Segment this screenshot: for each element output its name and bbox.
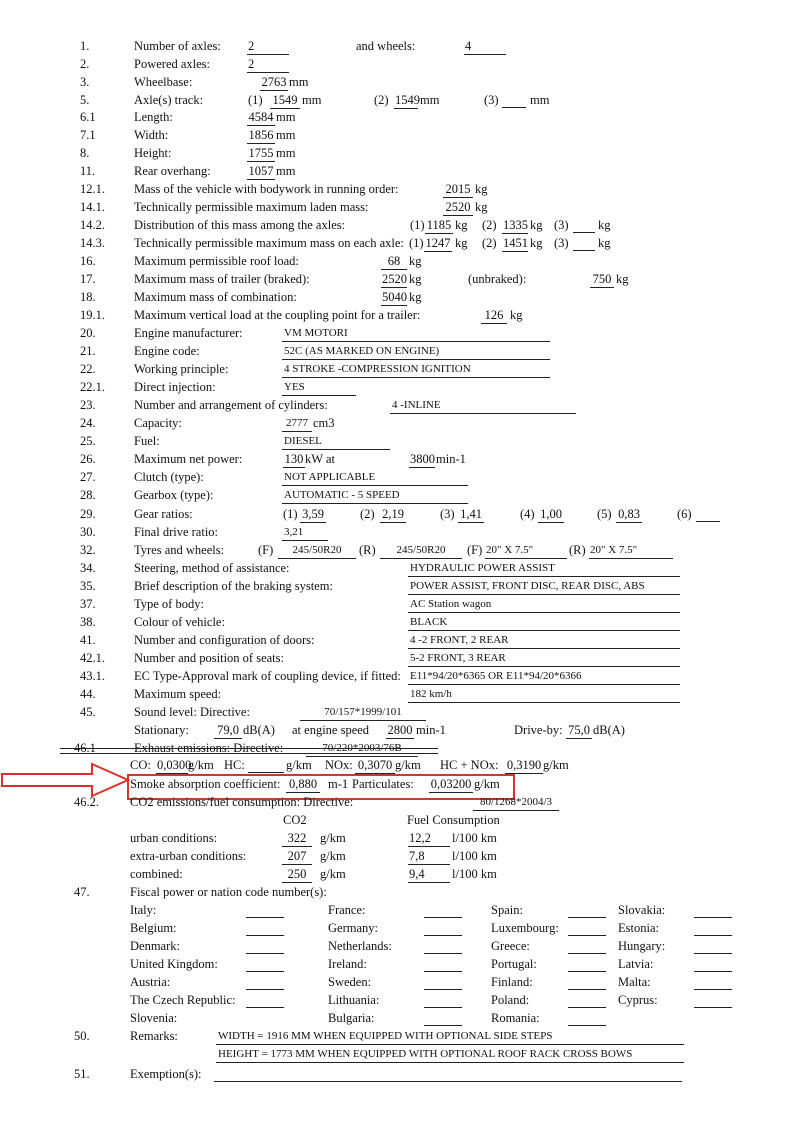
final-drive-value: 3,21: [282, 525, 328, 541]
country-label: Denmark:: [130, 939, 180, 953]
prefix: (3): [554, 236, 569, 250]
width-label: Width:: [134, 128, 169, 142]
co-label: CO:: [130, 758, 151, 772]
unit: kg: [616, 272, 629, 286]
colour-label: Colour of vehicle:: [134, 615, 225, 629]
blank-field: [246, 994, 284, 1008]
direct-injection-value: YES: [282, 380, 356, 396]
unit: mm: [420, 93, 440, 107]
seats-label: Number and position of seats:: [134, 651, 284, 665]
prefix: (5): [597, 507, 612, 521]
net-power-value: 130: [284, 452, 304, 466]
unit: mm: [289, 75, 309, 89]
country-label: Slovakia:: [618, 903, 666, 917]
item-number: 47.: [74, 885, 90, 899]
mass-distribution-label: Distribution of this mass among the axles:: [134, 218, 346, 232]
unit: dB(A): [243, 723, 275, 737]
net-power-rpm: 3800: [410, 452, 435, 466]
item-number: 41.: [80, 633, 96, 647]
length-label: Length:: [134, 110, 173, 124]
stationary-value: 79,0: [214, 723, 242, 739]
length-value: 4584: [248, 110, 274, 124]
particulates-value: 0,03200: [430, 777, 472, 791]
co-value: 0,0300: [157, 758, 192, 772]
nox-label: NOx:: [325, 758, 353, 772]
unit: mm: [276, 128, 296, 142]
prefix: (3): [484, 93, 499, 107]
exemptions-label: Exemption(s):: [130, 1067, 202, 1081]
fuel-label: Fuel:: [134, 434, 160, 448]
blank-field: [246, 976, 284, 990]
wheelbase-label: Wheelbase:: [134, 75, 193, 89]
unit: g/km: [543, 758, 569, 772]
item-number: 35.: [80, 579, 96, 593]
gear-2-ratio: 2,19: [380, 507, 406, 523]
country-label: Portugal:: [491, 957, 537, 971]
capacity-value: 2777: [282, 416, 312, 432]
item-number: 2.: [80, 57, 90, 71]
engine-manufacturer-value: VM MOTORI: [282, 326, 550, 342]
exhaust-emissions-label: Exhaust emissions: Directive:: [134, 741, 284, 755]
gear-3-ratio: 1,41: [458, 507, 484, 523]
unit: kg: [598, 218, 611, 232]
item-number: 44.: [80, 687, 96, 701]
item-number: 38.: [80, 615, 96, 629]
unit: mm: [302, 93, 322, 107]
item-number: 23.: [80, 398, 96, 412]
coupling-load-value: 126: [481, 308, 507, 324]
exhaust-directive-value: 70/220*2003/76B: [306, 741, 418, 757]
prefix: (F): [258, 543, 274, 557]
item-number: 14.3.: [80, 236, 105, 250]
unit: g/km: [286, 758, 312, 772]
blank-field: [424, 958, 462, 972]
steering-label: Steering, method of assistance:: [134, 561, 290, 575]
unit: cm3: [313, 416, 335, 430]
trailer-unbraked-label: (unbraked):: [468, 272, 527, 286]
wheelbase-value: 2763: [261, 75, 287, 89]
blank-field: [568, 940, 606, 954]
item-number: 11.: [80, 164, 96, 178]
stationary-label: Stationary:: [134, 723, 189, 737]
prefix: (3): [440, 507, 455, 521]
smoke-absorption-label: Smoke absorption coefficient:: [130, 777, 281, 791]
strikethrough-line: [60, 753, 438, 754]
clutch-value: NOT APPLICABLE: [282, 470, 468, 486]
item-number: 20.: [80, 326, 96, 340]
unit: kg: [530, 236, 543, 250]
unit: dB(A): [593, 723, 625, 737]
country-label: Estonia:: [618, 921, 659, 935]
country-label: Hungary:: [618, 939, 666, 953]
item-number: 3.: [80, 75, 90, 89]
blank-field: [424, 1012, 462, 1026]
remarks-line-2: HEIGHT = 1773 MM WHEN EQUIPPED WITH OPTIONAL ROOF RACK CROSS BOWS: [216, 1047, 684, 1063]
unit: kg: [530, 218, 543, 232]
item-number: 16.: [80, 254, 96, 268]
unit: g/km: [320, 831, 346, 845]
drive-by-label: Drive-by:: [514, 723, 563, 737]
trailer-braked-value: 2520: [382, 272, 407, 286]
item-number: 45.: [80, 705, 96, 719]
powered-axles-label: Powered axles:: [134, 57, 211, 71]
item-number: 32.: [80, 543, 96, 557]
gearbox-value: AUTOMATIC - 5 SPEED: [282, 488, 468, 504]
blank-field: [502, 94, 526, 108]
working-principle-value: 4 STROKE -COMPRESSION IGNITION: [282, 362, 550, 378]
item-number: 8.: [80, 146, 90, 160]
unit: l/100 km: [452, 849, 497, 863]
front-tyre-value: 245/50R20: [278, 543, 356, 559]
nox-value: 0,3070: [355, 758, 395, 774]
doors-label: Number and configuration of doors:: [134, 633, 315, 647]
unit: kg: [409, 290, 422, 304]
net-power-label: Maximum net power:: [134, 452, 243, 466]
blank-field: [694, 994, 732, 1008]
country-label: Cyprus:: [618, 993, 658, 1007]
powered-axles-value: 2: [247, 57, 289, 73]
item-number: 30.: [80, 525, 96, 539]
braking-label: Brief description of the braking system:: [134, 579, 333, 593]
item-number: 18.: [80, 290, 96, 304]
prefix: (1): [248, 93, 263, 107]
country-label: Austria:: [130, 975, 171, 989]
country-label: Latvia:: [618, 957, 654, 971]
mass-running-order-label: Mass of the vehicle with bodywork in running order:: [134, 182, 399, 196]
blank-field: [573, 219, 595, 233]
country-label: Bulgaria:: [328, 1011, 375, 1025]
prefix: (2): [374, 93, 389, 107]
item-number: 34.: [80, 561, 96, 575]
blank-field: [568, 958, 606, 972]
prefix: (2): [482, 218, 497, 232]
item-number: 51.: [74, 1067, 90, 1081]
country-label: Italy:: [130, 903, 157, 917]
braking-value: POWER ASSIST, FRONT DISC, REAR DISC, ABS: [408, 579, 680, 595]
coupling-load-label: Maximum vertical load at the coupling point for a trailer:: [134, 308, 421, 322]
co2-combined-value: 250: [282, 867, 312, 883]
unit: g/km: [474, 777, 500, 791]
item-number: 42.1.: [80, 651, 105, 665]
consumption-row-label: urban conditions:: [130, 831, 218, 845]
drive-by-value: 75,0: [566, 723, 592, 739]
max-laden-mass-value: 2520: [443, 200, 473, 216]
item-number: 1.: [80, 39, 90, 53]
height-value: 1755: [248, 146, 274, 160]
country-label: Ireland:: [328, 957, 367, 971]
country-label: Poland:: [491, 993, 530, 1007]
hc-nox-label: HC + NOx:: [440, 758, 499, 772]
roof-load-label: Maximum permissible roof load:: [134, 254, 299, 268]
prefix: (1): [283, 507, 298, 521]
unit: kg: [455, 218, 468, 232]
blank-field: [424, 976, 462, 990]
sound-directive-value: 70/157*1999/101: [300, 705, 426, 721]
gear-5-ratio: 0,83: [616, 507, 642, 523]
item-number: 25.: [80, 434, 96, 448]
consumption-row-label: combined:: [130, 867, 183, 881]
blank-field: [424, 922, 462, 936]
unit: mm: [276, 110, 296, 124]
axle-track-label: Axle(s) track:: [134, 93, 204, 107]
item-number: 14.2.: [80, 218, 105, 232]
item-number: 46.1: [74, 741, 96, 755]
cylinders-label: Number and arrangement of cylinders:: [134, 398, 328, 412]
doors-value: 4 -2 FRONT, 2 REAR: [408, 633, 680, 649]
blank-field: [568, 922, 606, 936]
unit: kg: [510, 308, 523, 322]
gear-ratios-label: Gear ratios:: [134, 507, 193, 521]
co2-urban-value: 322: [282, 831, 312, 847]
item-number: 43.1.: [80, 669, 105, 683]
engine-code-value: 52C (AS MARKED ON ENGINE): [282, 344, 550, 360]
fuel-combined-value: 9,4: [408, 867, 450, 883]
axles-label: Number of axles:: [134, 39, 221, 53]
engine-speed-label: at engine speed: [292, 723, 370, 737]
gear-1-ratio: 3,59: [300, 507, 326, 523]
prefix: (1): [410, 218, 425, 232]
fuel-value: DIESEL: [282, 434, 390, 450]
steering-value: HYDRAULIC POWER ASSIST: [408, 561, 680, 577]
fuel-consumption-column-header: Fuel Consumption: [407, 813, 500, 827]
blank-field: [246, 940, 284, 954]
coupling-mark-value: E11*94/20*6365 OR E11*94/20*6366: [408, 669, 680, 685]
gearbox-label: Gearbox (type):: [134, 488, 214, 502]
prefix: (4): [520, 507, 535, 521]
item-number: 17.: [80, 272, 96, 286]
remarks-label: Remarks:: [130, 1029, 178, 1043]
prefix: (1): [409, 236, 424, 250]
blank-field: [694, 958, 732, 972]
unit: kg: [475, 182, 488, 196]
axle-2-max-mass: 1451: [503, 236, 528, 250]
direct-injection-label: Direct injection:: [134, 380, 216, 394]
combination-mass-label: Maximum mass of combination:: [134, 290, 297, 304]
sound-level-label: Sound level: Directive:: [134, 705, 250, 719]
consumption-row-label: extra-urban conditions:: [130, 849, 247, 863]
hc-label: HC:: [224, 758, 245, 772]
unit: g/km: [320, 867, 346, 881]
unit: m-1: [328, 777, 349, 791]
fuel-urban-value: 12,2: [408, 831, 450, 847]
country-label: France:: [328, 903, 366, 917]
item-number: 7.1: [80, 128, 96, 142]
country-label: Malta:: [618, 975, 651, 989]
hc-nox-value: 0,3190: [506, 758, 542, 772]
rear-overhang-label: Rear overhang:: [134, 164, 211, 178]
fiscal-power-label: Fiscal power or nation code number(s):: [130, 885, 327, 899]
unit: kg: [409, 272, 422, 286]
rear-wheel-value: 20" X 7.5": [589, 543, 673, 559]
coupling-mark-label: EC Type-Approval mark of coupling device, if fitted:: [134, 669, 401, 683]
particulates-label: Particulates:: [352, 777, 414, 791]
max-speed-value: 182 km/h: [408, 687, 680, 703]
country-label: Slovenia:: [130, 1011, 178, 1025]
unit: kg: [598, 236, 611, 250]
item-number: 5.: [80, 93, 90, 107]
unit: kg: [409, 254, 422, 268]
item-number: 37.: [80, 597, 96, 611]
country-label: United Kingdom:: [130, 957, 218, 971]
axle-1-max-mass: 1247: [425, 236, 451, 250]
item-number: 22.1.: [80, 380, 105, 394]
blank-field: [694, 922, 732, 936]
prefix: (6): [677, 507, 692, 521]
mass-running-order-value: 2015: [443, 182, 473, 198]
prefix: (R): [359, 543, 376, 557]
unit: mm: [276, 146, 296, 160]
axle-track-2-value: 1549: [395, 93, 420, 107]
blank-field: [424, 994, 462, 1008]
co2-extra-urban-value: 207: [282, 849, 312, 865]
unit: mm: [276, 164, 296, 178]
blank-field: [696, 508, 720, 522]
country-label: Lithuania:: [328, 993, 380, 1007]
prefix: (3): [554, 218, 569, 232]
co2-directive-value: 80/1268*2004/3: [473, 795, 559, 811]
unit: mm: [530, 93, 550, 107]
blank-field: [424, 904, 462, 918]
wheels-label: and wheels:: [356, 39, 416, 53]
rear-overhang-value: 1057: [248, 164, 274, 178]
unit: kg: [455, 236, 468, 250]
unit: min-1: [436, 452, 466, 466]
country-label: Netherlands:: [328, 939, 392, 953]
rear-tyre-value: 245/50R20: [380, 543, 462, 559]
item-number: 27.: [80, 470, 96, 484]
body-type-label: Type of body:: [134, 597, 204, 611]
smoke-absorption-value: 0,880: [286, 777, 320, 793]
final-drive-label: Final drive ratio:: [134, 525, 219, 539]
body-type-value: AC Station wagon: [408, 597, 680, 613]
blank-field: [246, 904, 284, 918]
strikethrough-line: [60, 748, 438, 749]
item-number: 26.: [80, 452, 96, 466]
blank-field: [694, 904, 732, 918]
engine-manufacturer-label: Engine manufacturer:: [134, 326, 243, 340]
blank-field: [568, 976, 606, 990]
tyres-label: Tyres and wheels:: [134, 543, 225, 557]
unit: kW at: [305, 452, 335, 466]
prefix: (2): [482, 236, 497, 250]
item-number: 28.: [80, 488, 96, 502]
trailer-unbraked-value: 750: [590, 272, 614, 288]
country-label: Luxembourg:: [491, 921, 559, 935]
unit: l/100 km: [452, 867, 497, 881]
unit: min-1: [416, 723, 446, 737]
item-number: 50.: [74, 1029, 90, 1043]
trailer-braked-label: Maximum mass of trailer (braked):: [134, 272, 310, 286]
blank-field: [694, 940, 732, 954]
capacity-label: Capacity:: [134, 416, 182, 430]
prefix: (R): [569, 543, 586, 557]
remarks-line-1: WIDTH = 1916 MM WHEN EQUIPPED WITH OPTIONAL SIDE STEPS: [216, 1029, 684, 1045]
front-wheel-value: 20" X 7.5": [485, 543, 567, 559]
item-number: 12.1.: [80, 182, 105, 196]
country-label: Sweden:: [328, 975, 372, 989]
co2-column-header: CO2: [283, 813, 307, 827]
colour-value: BLACK: [408, 615, 680, 631]
fuel-extra-urban-value: 7,8: [408, 849, 450, 865]
co2-emissions-label: CO2 emissions/fuel consumption: Directive:: [130, 795, 354, 809]
item-number: 22.: [80, 362, 96, 376]
wheels-value: 4: [464, 39, 506, 55]
item-number: 6.1: [80, 110, 96, 124]
item-number: 24.: [80, 416, 96, 430]
gear-4-ratio: 1,00: [538, 507, 564, 523]
width-value: 1856: [248, 128, 274, 142]
blank-field: [248, 759, 284, 773]
combination-mass-value: 5040: [382, 290, 407, 304]
engine-code-label: Engine code:: [134, 344, 200, 358]
blank-field: [246, 958, 284, 972]
item-number: 14.1.: [80, 200, 105, 214]
country-label: The Czech Republic:: [130, 993, 236, 1007]
prefix: (2): [360, 507, 375, 521]
unit: kg: [475, 200, 488, 214]
axle-1-mass: 1185: [426, 218, 452, 232]
blank-field: [573, 237, 595, 251]
item-number: 21.: [80, 344, 96, 358]
country-label: Romania:: [491, 1011, 540, 1025]
blank-field: [568, 904, 606, 918]
blank-field: [424, 940, 462, 954]
unit: g/km: [320, 849, 346, 863]
cylinders-value: 4 -INLINE: [390, 398, 576, 414]
seats-value: 5-2 FRONT, 3 REAR: [408, 651, 680, 667]
axle-2-mass: 1335: [503, 218, 528, 232]
item-number: 19.1.: [80, 308, 105, 322]
clutch-label: Clutch (type):: [134, 470, 204, 484]
country-label: Greece:: [491, 939, 530, 953]
country-label: Germany:: [328, 921, 378, 935]
country-label: Spain:: [491, 903, 523, 917]
max-speed-label: Maximum speed:: [134, 687, 222, 701]
roof-load-value: 68: [381, 254, 407, 270]
axles-value: 2: [247, 39, 289, 55]
blank-field: [246, 922, 284, 936]
country-label: Belgium:: [130, 921, 177, 935]
max-mass-each-axle-label: Technically permissible maximum mass on each axle:: [134, 236, 404, 250]
blank-field: [214, 1068, 682, 1082]
engine-speed-value: 2800: [387, 723, 413, 737]
working-principle-label: Working principle:: [134, 362, 229, 376]
item-number: 29.: [80, 507, 96, 521]
item-number: 46.2.: [74, 795, 99, 809]
height-label: Height:: [134, 146, 172, 160]
axle-track-1-value: 1549: [270, 93, 300, 109]
country-label: Finland:: [491, 975, 533, 989]
unit: g/km: [395, 758, 421, 772]
unit: l/100 km: [452, 831, 497, 845]
blank-field: [568, 994, 606, 1008]
red-arrow-icon: [0, 760, 132, 800]
blank-field: [568, 1012, 606, 1026]
unit: g/km: [188, 758, 214, 772]
max-laden-mass-label: Technically permissible maximum laden mass:: [134, 200, 369, 214]
prefix: (F): [467, 543, 483, 557]
blank-field: [694, 976, 732, 990]
